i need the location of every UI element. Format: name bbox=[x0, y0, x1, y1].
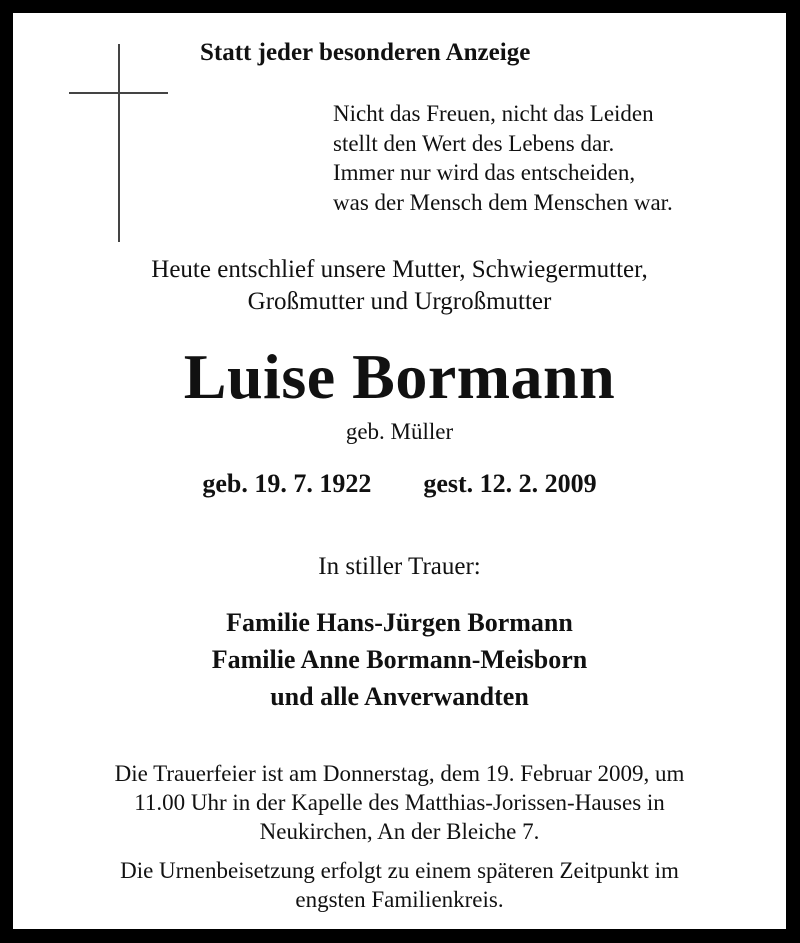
life-dates bbox=[13, 469, 786, 499]
poem-line: Nicht das Freuen, nicht das Leiden bbox=[333, 101, 654, 126]
mourner: Familie Anne Bormann-Meisborn bbox=[211, 645, 588, 674]
mourners-list bbox=[13, 604, 786, 715]
service-line: Die Trauerfeier ist am Donnerstag, dem 19. Februar 2009, um bbox=[114, 761, 685, 786]
burial-line: engsten Familienkreis. bbox=[295, 887, 504, 912]
service-line: 11.00 Uhr in der Kapelle des Matthias-Jorissen-Hauses in bbox=[134, 790, 665, 815]
poem-line: Immer nur wird das entscheiden, bbox=[333, 160, 636, 185]
poem-line: stellt den Wert des Lebens dar. bbox=[333, 130, 615, 156]
intro-line: Heute entschlief unsere Mutter, Schwiegermutter, bbox=[151, 256, 648, 283]
birth-date: geb. 19. 7. 1922 bbox=[202, 469, 372, 498]
poem-line: was der Mensch dem Menschen war. bbox=[333, 189, 673, 215]
intro-line: Großmutter und Urgroßmutter bbox=[247, 288, 552, 315]
burial-info bbox=[13, 856, 786, 914]
death-date: gest. 12. 2. 2009 bbox=[423, 469, 597, 498]
service-line: Neukirchen, An der Bleiche 7. bbox=[259, 819, 540, 844]
mourning-label: In stiller Trauer: bbox=[318, 553, 481, 580]
notice-header: Statt jeder besonderen Anzeige bbox=[200, 39, 531, 66]
obituary-notice bbox=[13, 13, 786, 929]
deceased-name: Luise Bormann bbox=[183, 341, 616, 412]
mourner: Familie Hans-Jürgen Bormann bbox=[226, 608, 573, 637]
mourner: und alle Anverwandten bbox=[270, 682, 529, 711]
cross-vertical-bar bbox=[118, 44, 120, 242]
poem bbox=[333, 99, 673, 217]
funeral-service-info bbox=[13, 759, 786, 846]
intro-text bbox=[13, 254, 786, 318]
burial-line: Die Urnenbeisetzung erfolgt zu einem späteren Zeitpunkt im bbox=[120, 858, 679, 883]
cross-horizontal-bar bbox=[69, 92, 168, 94]
maiden-name: geb. Müller bbox=[345, 419, 454, 444]
